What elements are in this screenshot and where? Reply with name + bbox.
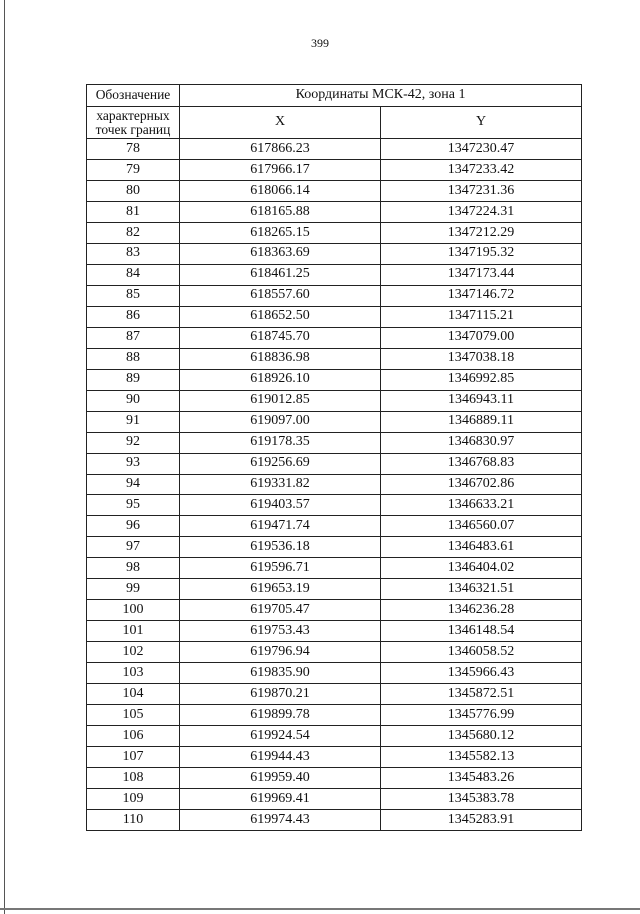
y-coordinate-cell: 1347231.36 bbox=[381, 180, 582, 201]
y-coordinate-cell: 1346943.11 bbox=[381, 390, 582, 411]
x-coordinate-cell: 619924.54 bbox=[180, 726, 381, 747]
y-coordinate-cell: 1346321.51 bbox=[381, 579, 582, 600]
table-row bbox=[87, 558, 582, 579]
y-coordinate-cell: 1345776.99 bbox=[381, 705, 582, 726]
scan-bottom-edge bbox=[0, 908, 640, 910]
y-coordinate-cell: 1346058.52 bbox=[381, 642, 582, 663]
point-id-cell: 108 bbox=[87, 768, 180, 789]
table-row bbox=[87, 369, 582, 390]
x-coordinate-cell: 618363.69 bbox=[180, 243, 381, 264]
table-row bbox=[87, 327, 582, 348]
x-coordinate-cell: 618557.60 bbox=[180, 285, 381, 306]
x-coordinate-cell: 619536.18 bbox=[180, 537, 381, 558]
table-row bbox=[87, 789, 582, 810]
x-coordinate-cell: 618652.50 bbox=[180, 306, 381, 327]
coordinates-table bbox=[86, 84, 582, 831]
table-row bbox=[87, 411, 582, 432]
point-id-cell: 80 bbox=[87, 180, 180, 201]
point-id-cell: 94 bbox=[87, 474, 180, 495]
table-row bbox=[87, 432, 582, 453]
x-coordinate-cell: 619012.85 bbox=[180, 390, 381, 411]
point-id-cell: 91 bbox=[87, 411, 180, 432]
point-id-cell: 89 bbox=[87, 369, 180, 390]
y-coordinate-cell: 1346768.83 bbox=[381, 453, 582, 474]
x-coordinate-cell: 619969.41 bbox=[180, 789, 381, 810]
table-row bbox=[87, 705, 582, 726]
x-coordinate-cell: 619403.57 bbox=[180, 495, 381, 516]
point-id-cell: 105 bbox=[87, 705, 180, 726]
point-id-cell: 92 bbox=[87, 432, 180, 453]
x-coordinate-cell: 619596.71 bbox=[180, 558, 381, 579]
table-row bbox=[87, 264, 582, 285]
x-coordinate-cell: 619705.47 bbox=[180, 600, 381, 621]
y-coordinate-cell: 1347195.32 bbox=[381, 243, 582, 264]
y-coordinate-cell: 1347173.44 bbox=[381, 264, 582, 285]
y-coordinate-cell: 1347146.72 bbox=[381, 285, 582, 306]
x-coordinate-cell: 619870.21 bbox=[180, 684, 381, 705]
table-row bbox=[87, 495, 582, 516]
table-row bbox=[87, 642, 582, 663]
point-id-cell: 107 bbox=[87, 747, 180, 768]
table-row bbox=[87, 180, 582, 201]
point-id-cell: 98 bbox=[87, 558, 180, 579]
table-row bbox=[87, 159, 582, 180]
y-coordinate-cell: 1345483.26 bbox=[381, 768, 582, 789]
point-id-cell: 87 bbox=[87, 327, 180, 348]
x-coordinate-cell: 619959.40 bbox=[180, 768, 381, 789]
y-coordinate-cell: 1347115.21 bbox=[381, 306, 582, 327]
y-coordinate-cell: 1345283.91 bbox=[381, 810, 582, 831]
table-row bbox=[87, 768, 582, 789]
table-row bbox=[87, 663, 582, 684]
table-row bbox=[87, 201, 582, 222]
x-coordinate-cell: 618165.88 bbox=[180, 201, 381, 222]
x-coordinate-cell: 617966.17 bbox=[180, 159, 381, 180]
y-coordinate-cell: 1345383.78 bbox=[381, 789, 582, 810]
x-coordinate-cell: 619835.90 bbox=[180, 663, 381, 684]
point-id-cell: 82 bbox=[87, 222, 180, 243]
point-id-cell: 96 bbox=[87, 516, 180, 537]
y-coordinate-cell: 1346483.61 bbox=[381, 537, 582, 558]
point-id-cell: 103 bbox=[87, 663, 180, 684]
y-coordinate-cell: 1346889.11 bbox=[381, 411, 582, 432]
y-coordinate-cell: 1345966.43 bbox=[381, 663, 582, 684]
y-coordinate-cell: 1346992.85 bbox=[381, 369, 582, 390]
table-row bbox=[87, 726, 582, 747]
y-coordinate-cell: 1347224.31 bbox=[381, 201, 582, 222]
table-row bbox=[87, 285, 582, 306]
point-id-cell: 101 bbox=[87, 621, 180, 642]
designation-header-line2: характерных точек границ bbox=[87, 107, 180, 139]
point-id-cell: 85 bbox=[87, 285, 180, 306]
table-row bbox=[87, 453, 582, 474]
table-row bbox=[87, 516, 582, 537]
table-row bbox=[87, 390, 582, 411]
table-row bbox=[87, 243, 582, 264]
point-id-cell: 90 bbox=[87, 390, 180, 411]
x-column-header: X bbox=[180, 107, 381, 139]
y-coordinate-cell: 1347079.00 bbox=[381, 327, 582, 348]
table-row bbox=[87, 621, 582, 642]
point-id-cell: 109 bbox=[87, 789, 180, 810]
y-coordinate-cell: 1347230.47 bbox=[381, 139, 582, 160]
y-coordinate-cell: 1346830.97 bbox=[381, 432, 582, 453]
y-coordinate-cell: 1346560.07 bbox=[381, 516, 582, 537]
x-coordinate-cell: 618745.70 bbox=[180, 327, 381, 348]
table-header-row-2 bbox=[87, 107, 582, 139]
point-id-cell: 86 bbox=[87, 306, 180, 327]
point-id-cell: 83 bbox=[87, 243, 180, 264]
y-coordinate-cell: 1345872.51 bbox=[381, 684, 582, 705]
y-coordinate-cell: 1347212.29 bbox=[381, 222, 582, 243]
y-coordinate-cell: 1346236.28 bbox=[381, 600, 582, 621]
x-coordinate-cell: 619899.78 bbox=[180, 705, 381, 726]
table-body bbox=[87, 139, 582, 831]
y-coordinate-cell: 1346404.02 bbox=[381, 558, 582, 579]
table-row bbox=[87, 747, 582, 768]
x-coordinate-cell: 619097.00 bbox=[180, 411, 381, 432]
point-id-cell: 104 bbox=[87, 684, 180, 705]
x-coordinate-cell: 619753.43 bbox=[180, 621, 381, 642]
scan-left-edge bbox=[4, 0, 5, 914]
y-coordinate-cell: 1347038.18 bbox=[381, 348, 582, 369]
x-coordinate-cell: 619653.19 bbox=[180, 579, 381, 600]
y-coordinate-cell: 1346633.21 bbox=[381, 495, 582, 516]
point-id-cell: 93 bbox=[87, 453, 180, 474]
coordinates-group-header: Координаты МСК-42, зона 1 bbox=[180, 85, 582, 107]
point-id-cell: 110 bbox=[87, 810, 180, 831]
x-coordinate-cell: 619974.43 bbox=[180, 810, 381, 831]
table-row bbox=[87, 537, 582, 558]
table-row bbox=[87, 474, 582, 495]
table-row bbox=[87, 348, 582, 369]
point-id-cell: 102 bbox=[87, 642, 180, 663]
x-coordinate-cell: 619331.82 bbox=[180, 474, 381, 495]
x-coordinate-cell: 619944.43 bbox=[180, 747, 381, 768]
table-row bbox=[87, 810, 582, 831]
y-column-header: Y bbox=[381, 107, 582, 139]
x-coordinate-cell: 618461.25 bbox=[180, 264, 381, 285]
point-id-cell: 95 bbox=[87, 495, 180, 516]
x-coordinate-cell: 618066.14 bbox=[180, 180, 381, 201]
table-row bbox=[87, 306, 582, 327]
point-id-cell: 79 bbox=[87, 159, 180, 180]
point-id-cell: 88 bbox=[87, 348, 180, 369]
table-row bbox=[87, 139, 582, 160]
designation-header-line1: Обозначение bbox=[87, 85, 180, 107]
table-header-row-1 bbox=[87, 85, 582, 107]
table-row bbox=[87, 600, 582, 621]
page-number: 399 bbox=[311, 36, 329, 50]
x-coordinate-cell: 619796.94 bbox=[180, 642, 381, 663]
point-id-cell: 99 bbox=[87, 579, 180, 600]
point-id-cell: 106 bbox=[87, 726, 180, 747]
point-id-cell: 84 bbox=[87, 264, 180, 285]
x-coordinate-cell: 619471.74 bbox=[180, 516, 381, 537]
y-coordinate-cell: 1346702.86 bbox=[381, 474, 582, 495]
y-coordinate-cell: 1345680.12 bbox=[381, 726, 582, 747]
point-id-cell: 100 bbox=[87, 600, 180, 621]
x-coordinate-cell: 619256.69 bbox=[180, 453, 381, 474]
x-coordinate-cell: 618836.98 bbox=[180, 348, 381, 369]
point-id-cell: 81 bbox=[87, 201, 180, 222]
table-row bbox=[87, 684, 582, 705]
table-row bbox=[87, 579, 582, 600]
x-coordinate-cell: 618926.10 bbox=[180, 369, 381, 390]
y-coordinate-cell: 1347233.42 bbox=[381, 159, 582, 180]
x-coordinate-cell: 618265.15 bbox=[180, 222, 381, 243]
y-coordinate-cell: 1346148.54 bbox=[381, 621, 582, 642]
table-row bbox=[87, 222, 582, 243]
y-coordinate-cell: 1345582.13 bbox=[381, 747, 582, 768]
x-coordinate-cell: 619178.35 bbox=[180, 432, 381, 453]
x-coordinate-cell: 617866.23 bbox=[180, 139, 381, 160]
point-id-cell: 97 bbox=[87, 537, 180, 558]
point-id-cell: 78 bbox=[87, 139, 180, 160]
